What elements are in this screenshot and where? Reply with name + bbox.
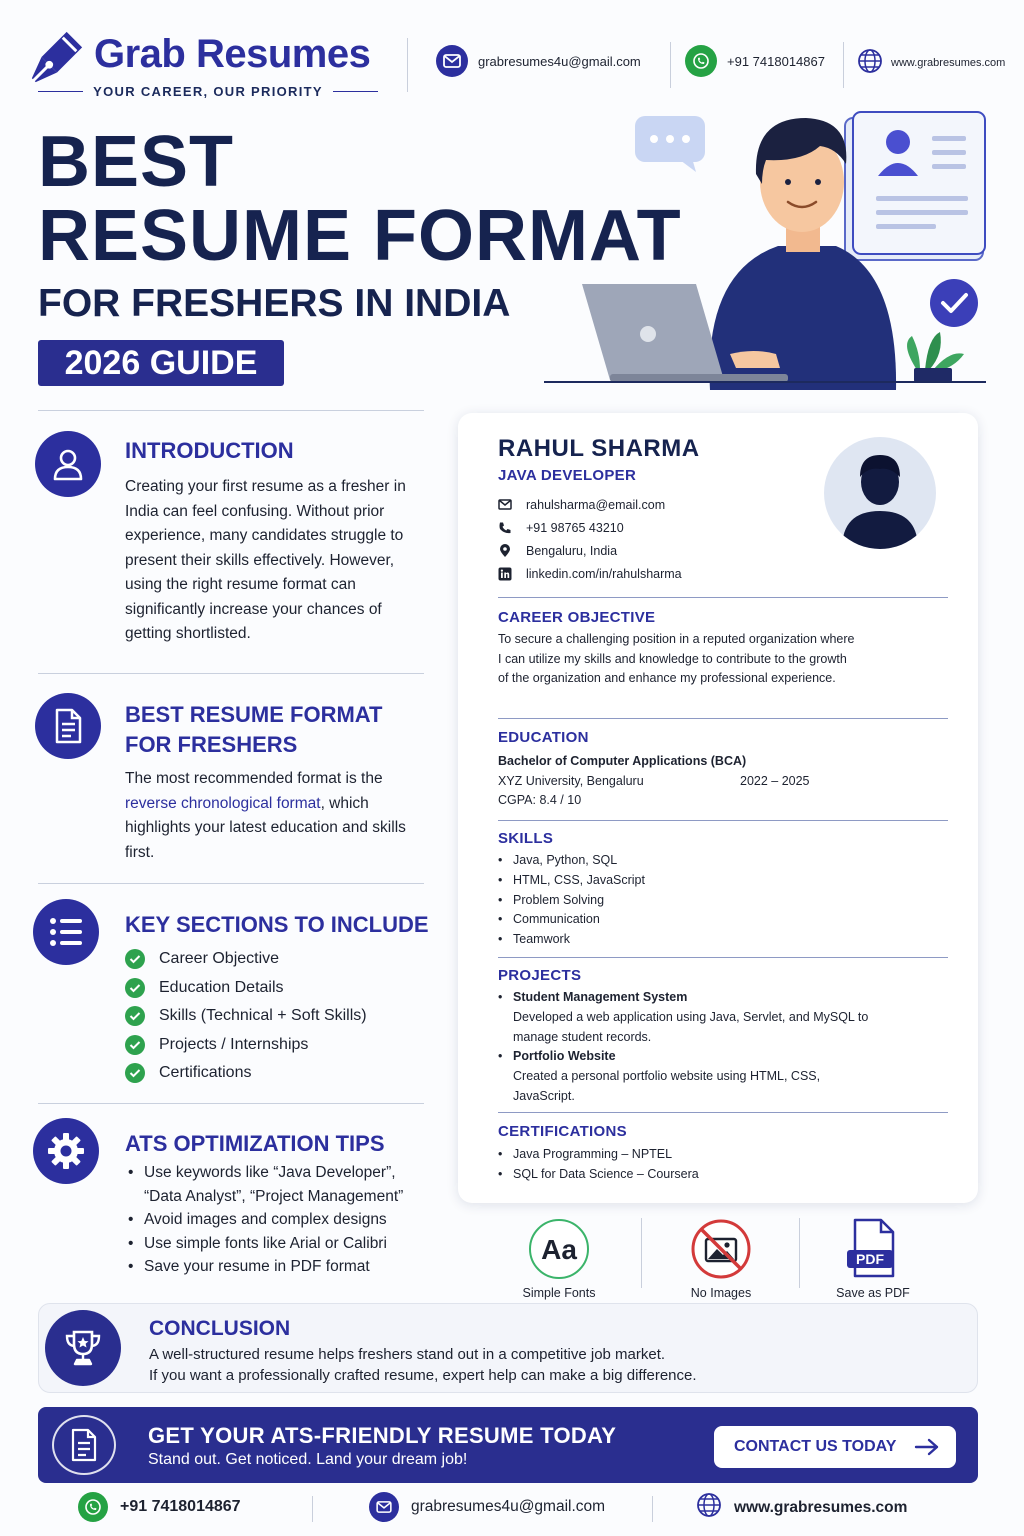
avatar xyxy=(824,437,936,549)
conclusion-text: A well-structured resume helps freshers stand out in a competitive job market. If you want a professionally crafted resume, expert help can make a big difference. xyxy=(149,1346,697,1384)
objective-heading: CAREER OBJECTIVE xyxy=(498,609,656,626)
resume-linkedin: linkedin.com/in/rahulsharma xyxy=(498,562,682,585)
divider xyxy=(38,883,424,884)
list-item: • Student Management System Developed a web application using Java, Servlet, and MySQL to manage student records. xyxy=(498,988,878,1047)
objective-text: To secure a challenging position in a reputed organization where I can utilize my skills and knowledge to contribute to the growth of the organization and enhance my professional experience. xyxy=(498,632,855,686)
brand-logo[interactable] xyxy=(28,26,388,106)
user-silhouette-icon xyxy=(824,437,936,549)
globe-icon xyxy=(857,48,883,77)
ats-list xyxy=(126,1161,426,1279)
svg-text:PDF: PDF xyxy=(856,1251,884,1267)
whatsapp-icon xyxy=(78,1492,108,1522)
list-item: • Communication xyxy=(498,910,918,930)
contact-us-button[interactable]: CONTACT US TODAY xyxy=(714,1426,956,1468)
cta-title: GET YOUR ATS-FRIENDLY RESUME TODAY xyxy=(148,1423,617,1448)
resume-location: Bengaluru, India xyxy=(498,539,682,562)
skills-heading: SKILLS xyxy=(498,830,554,847)
list-item: Skills (Technical + Soft Skills) xyxy=(125,1002,425,1031)
divider xyxy=(312,1496,313,1522)
intro-body: Creating your first resume as a fresher in India can feel confusing. Without prior experience, many candidates struggle to present their skills effectively. However, using the right resume format can significantly increase your chances of getting shortlisted. xyxy=(125,478,406,642)
divider xyxy=(38,410,424,411)
check-icon xyxy=(125,978,145,998)
arrow-right-icon xyxy=(914,1438,940,1456)
font-aa-icon xyxy=(528,1218,590,1280)
conclusion-box xyxy=(38,1303,978,1393)
resume-role: JAVA DEVELOPER xyxy=(498,467,637,484)
resume-email: rahulsharma@email.com xyxy=(498,493,682,516)
linkedin-icon xyxy=(498,567,512,581)
whatsapp-icon xyxy=(685,45,717,77)
list-item: • Java Programming – NPTEL xyxy=(498,1145,918,1165)
footer-email[interactable]: grabresumes4u@gmail.com xyxy=(369,1492,605,1522)
trophy-icon xyxy=(45,1310,121,1386)
hero-title-line1: BEST xyxy=(38,122,235,202)
divider xyxy=(498,718,948,719)
pen-nib-icon xyxy=(28,28,86,86)
resume-document-icon xyxy=(52,1415,116,1475)
check-badge-icon xyxy=(930,279,978,327)
gear-icon xyxy=(33,1118,99,1184)
list-item: • Avoid images and complex designs xyxy=(126,1208,426,1232)
divider xyxy=(498,820,948,821)
footer-phone[interactable]: +91 7418014867 xyxy=(78,1492,241,1522)
header-website[interactable]: www.grabresumes.com xyxy=(857,48,1005,77)
divider xyxy=(498,597,948,598)
check-icon xyxy=(125,1006,145,1026)
divider xyxy=(652,1496,653,1522)
list-item: • Teamwork xyxy=(498,930,918,950)
divider xyxy=(498,957,948,958)
format-title: BEST RESUME FORMAT FOR FRESHERS xyxy=(125,702,383,757)
skills-list xyxy=(498,851,918,950)
format-body: The most recommended format is the reverse chronological format, which highlights your latest education and skills first. xyxy=(125,770,406,861)
no-image-icon xyxy=(690,1218,752,1280)
format-highlight: reverse chronological format xyxy=(125,794,321,812)
profile-card-icon xyxy=(845,112,985,260)
divider xyxy=(38,673,424,674)
education-details: Bachelor of Computer Applications (BCA) XYZ University, Bengaluru 2022 – 2025 CGPA: 8.4 / 10 xyxy=(498,754,810,808)
globe-icon xyxy=(696,1492,722,1523)
list-item: • SQL for Data Science – Coursera xyxy=(498,1165,918,1185)
hero-illustration xyxy=(540,104,1000,390)
brand-tagline: YOUR CAREER, OUR PRIORITY xyxy=(38,84,378,99)
header-divider xyxy=(843,42,844,88)
cta-banner xyxy=(38,1407,978,1483)
header-email[interactable]: grabresumes4u@gmail.com xyxy=(436,45,641,77)
list-item: Education Details xyxy=(125,974,425,1003)
tip-no-images: No Images xyxy=(656,1218,786,1300)
tip-simple-fonts: Aa Simple Fonts xyxy=(494,1218,624,1300)
key-sections-list xyxy=(125,945,425,1088)
sample-resume-card xyxy=(458,413,978,1203)
projects-heading: PROJECTS xyxy=(498,967,582,984)
svg-text:Aa: Aa xyxy=(541,1234,577,1265)
intro-title: INTRODUCTION xyxy=(125,438,294,463)
projects-list xyxy=(498,988,878,1107)
list-item: • Java, Python, SQL xyxy=(498,851,918,871)
certifications-list xyxy=(498,1145,918,1185)
check-icon xyxy=(125,949,145,969)
divider xyxy=(38,1103,424,1104)
location-pin-icon xyxy=(498,544,512,558)
divider xyxy=(498,1112,948,1113)
guide-badge: 2026 GUIDE xyxy=(38,340,284,386)
check-icon xyxy=(125,1035,145,1055)
pdf-file-icon xyxy=(842,1218,904,1280)
header-divider xyxy=(670,42,671,88)
list-item: Projects / Internships xyxy=(125,1031,425,1060)
divider xyxy=(641,1218,642,1288)
resume-name: RAHUL SHARMA xyxy=(498,435,700,462)
conclusion-title: CONCLUSION xyxy=(149,1317,291,1340)
list-item: • HTML, CSS, JavaScript xyxy=(498,871,918,891)
cta-subtitle: Stand out. Get noticed. Land your dream job! xyxy=(148,1451,468,1468)
list-item: • Use simple fonts like Arial or Calibri xyxy=(126,1232,426,1256)
hero-title-line2: RESUME FORMAT xyxy=(38,196,682,276)
list-item: Career Objective xyxy=(125,945,425,974)
chat-bubble-icon xyxy=(635,116,705,172)
hero-subtitle: FOR FRESHERS IN INDIA xyxy=(38,282,511,325)
education-heading: EDUCATION xyxy=(498,729,589,746)
mail-icon xyxy=(436,45,468,77)
footer-website[interactable]: www.grabresumes.com xyxy=(696,1492,907,1523)
mail-icon xyxy=(369,1492,399,1522)
phone-icon xyxy=(498,521,512,535)
document-icon xyxy=(35,693,101,759)
certifications-heading: CERTIFICATIONS xyxy=(498,1123,627,1140)
resume-phone: +91 98765 43210 xyxy=(498,516,682,539)
plant-icon xyxy=(907,332,964,382)
list-item: • Use keywords like “Java Developer”, “Data Analyst”, “Project Management” xyxy=(126,1161,426,1208)
check-icon xyxy=(125,1063,145,1083)
list-icon xyxy=(33,899,99,965)
list-item: • Save your resume in PDF format xyxy=(126,1255,426,1279)
list-item: Certifications xyxy=(125,1059,425,1088)
user-icon xyxy=(35,431,101,497)
mail-icon xyxy=(498,499,512,510)
brand-name: Grab Resumes xyxy=(94,32,371,76)
resume-contacts xyxy=(498,493,682,585)
key-sections-title: KEY SECTIONS TO INCLUDE xyxy=(125,912,429,937)
list-item: • Problem Solving xyxy=(498,891,918,911)
header-phone[interactable]: +91 7418014867 xyxy=(685,45,825,77)
list-item: • Portfolio Website Created a personal portfolio website using HTML, CSS, JavaScript. xyxy=(498,1047,878,1106)
tip-save-pdf: PDF Save as PDF xyxy=(808,1218,938,1300)
header-divider xyxy=(407,38,408,92)
divider xyxy=(799,1218,800,1288)
ats-title: ATS OPTIMIZATION TIPS xyxy=(125,1131,385,1156)
